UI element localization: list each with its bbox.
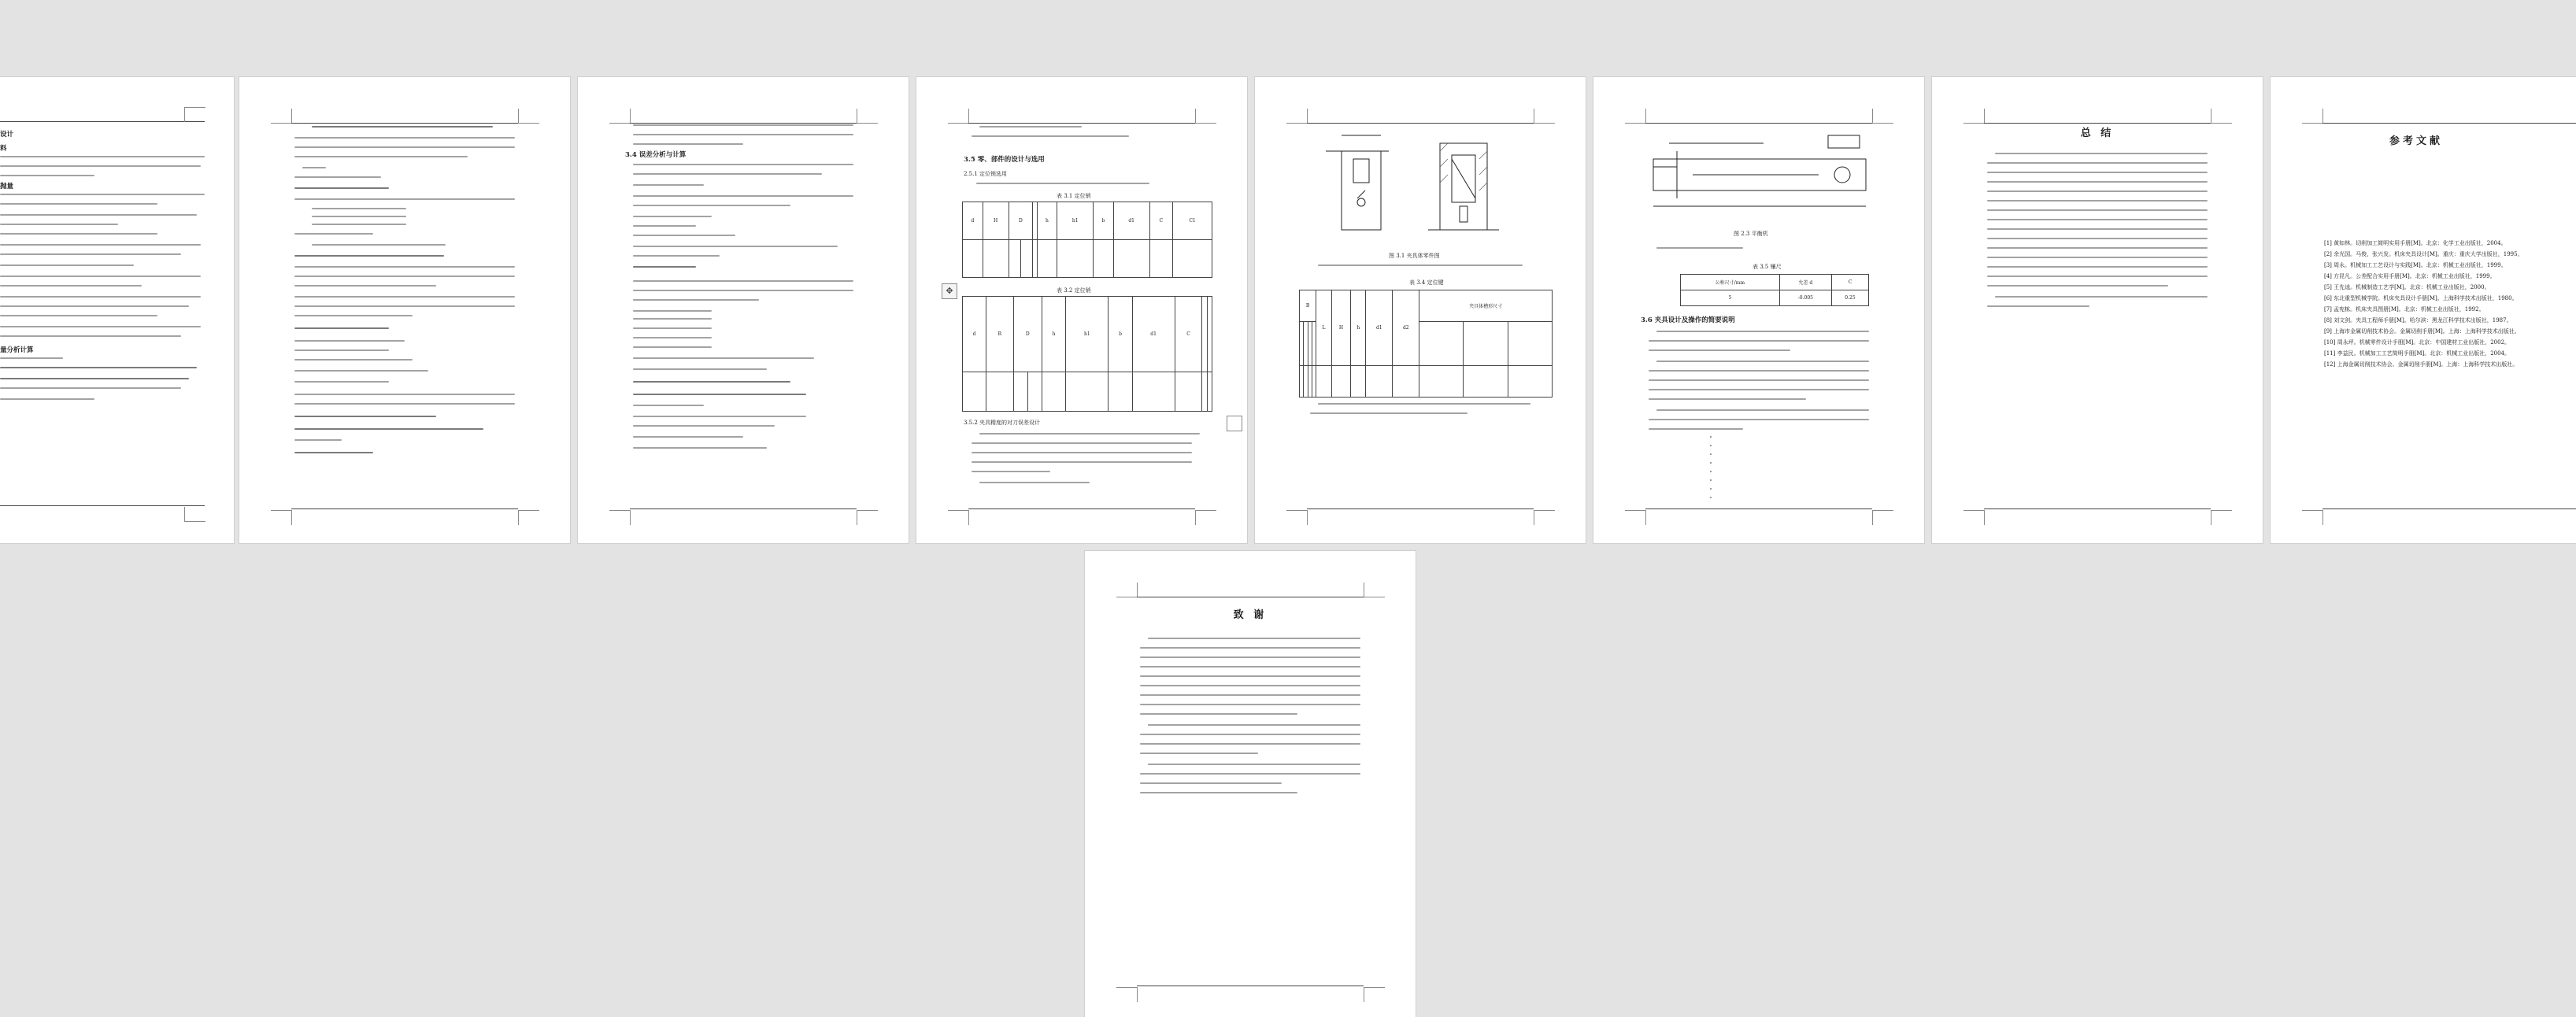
reference-item: [8] 刘文剑。夹具工程师手册[M]。哈尔滨：黑龙江科学技术出版社，1987。 [2324,317,2512,324]
section-heading: 3.4 误差分析与计算 [625,151,687,159]
reference-list [2324,238,2576,370]
section-heading: 3.5 零、部件的设计与选用 [964,156,1045,164]
reference-item: [9] 上海市金属切削技术协会。金属切削手册[M]。上海：上海科学技术出版社。 [2324,328,2520,335]
document-page-2 [239,77,570,543]
figure-caption: 图 2.3 平衡机 [1734,231,1768,237]
reference-item: [1] 黄如林。切削加工简明实用手册[M]。北京：化学工业出版社，2004。 [2324,240,2507,246]
reference-item: [12] 上海金属切削技术协会。金属切削手册[M]。上海：上海科学技术出版社。 [2324,361,2519,368]
balancer-drawing-figure [1645,128,1874,222]
subsection-heading: 2.5.1 定位销选用 [964,171,1008,177]
reference-item: [3] 周永。机械加工工艺设计与实践[M]。北京：机械工业出版社，1999。 [2324,262,2507,268]
section-heading: 设计 [0,131,14,139]
reference-item: [10] 周永坪。机械零件设计手册[M]。北京：中国建材工业出版社，2002。 [2324,339,2511,346]
document-page-4 [916,77,1247,543]
document-page-7 [1932,77,2263,543]
reference-item: [11] 李益民。机械加工工艺简明手册[M]。北京：机械工业出版社，2004。 [2324,350,2511,357]
page-title: 参考文献 [2389,135,2443,147]
reference-item: [4] 方昆凡。公差配合实用手册[M]。北京：机械工业出版社，1999。 [2324,273,2496,279]
document-page-5 [1255,77,1586,543]
table-caption: 表 3.1 定位销 [1057,193,1091,199]
document-page-8 [2271,77,2576,543]
table-move-handle-icon[interactable]: ✥ [942,283,957,299]
figure-caption: 图 3.1 夹具体零件图 [1389,253,1440,259]
locating-pin-table-1: d H D h h1 b d1 C C1 [962,202,1212,278]
table-caption: 表 3.4 定位键 [1409,279,1444,286]
section-heading: 量分析计算 [0,346,34,354]
subsection-heading: 3.5.2 夹具精度的对刀误差设计 [964,420,1041,426]
document-page-1 [0,77,234,543]
page-title: 致 谢 [1233,609,1268,621]
section-heading: 料 [0,145,7,153]
table-caption: 表 3.2 定位销 [1057,287,1091,294]
locating-pin-table-2: d R D h h1 b d1 C [962,296,1212,412]
reference-item: [2] 余光国。马俊，张兴发。机床夹具设计[M]。重庆：重庆大学出版社，1995。 [2324,251,2523,257]
reference-item: [6] 东北重型机械学院。机床夹具设计手册[M]。上海科学技术出版社，1980。 [2324,295,2518,301]
section-heading: 3.6 夹具设计及操作的简要说明 [1641,316,1735,324]
reference-item: [7] 孟宪栋。机床夹具图册[M]。北京：机械工业出版社，1992。 [2324,306,2485,312]
locating-key-table: B L H h d1 d2 夹具体槽形尺寸 [1299,290,1553,398]
document-page-3 [578,77,909,543]
page-title: 总 结 [2080,128,2115,139]
reference-item: [5] 王先逵。机械制造工艺学[M]。北京：机械工业出版社，2000。 [2324,284,2490,290]
shim-table: 公称尺寸/mm 允差 d C 5 -0.005 0.25 [1680,274,1869,306]
document-page-6 [1593,77,1924,543]
fixture-drawing-figure [1310,128,1530,246]
document-page-9 [1085,551,1416,1017]
section-heading: 抛量 [0,183,14,190]
table-resize-handle[interactable] [1227,416,1242,431]
table-caption: 表 3.5 镶尺 [1752,264,1782,270]
